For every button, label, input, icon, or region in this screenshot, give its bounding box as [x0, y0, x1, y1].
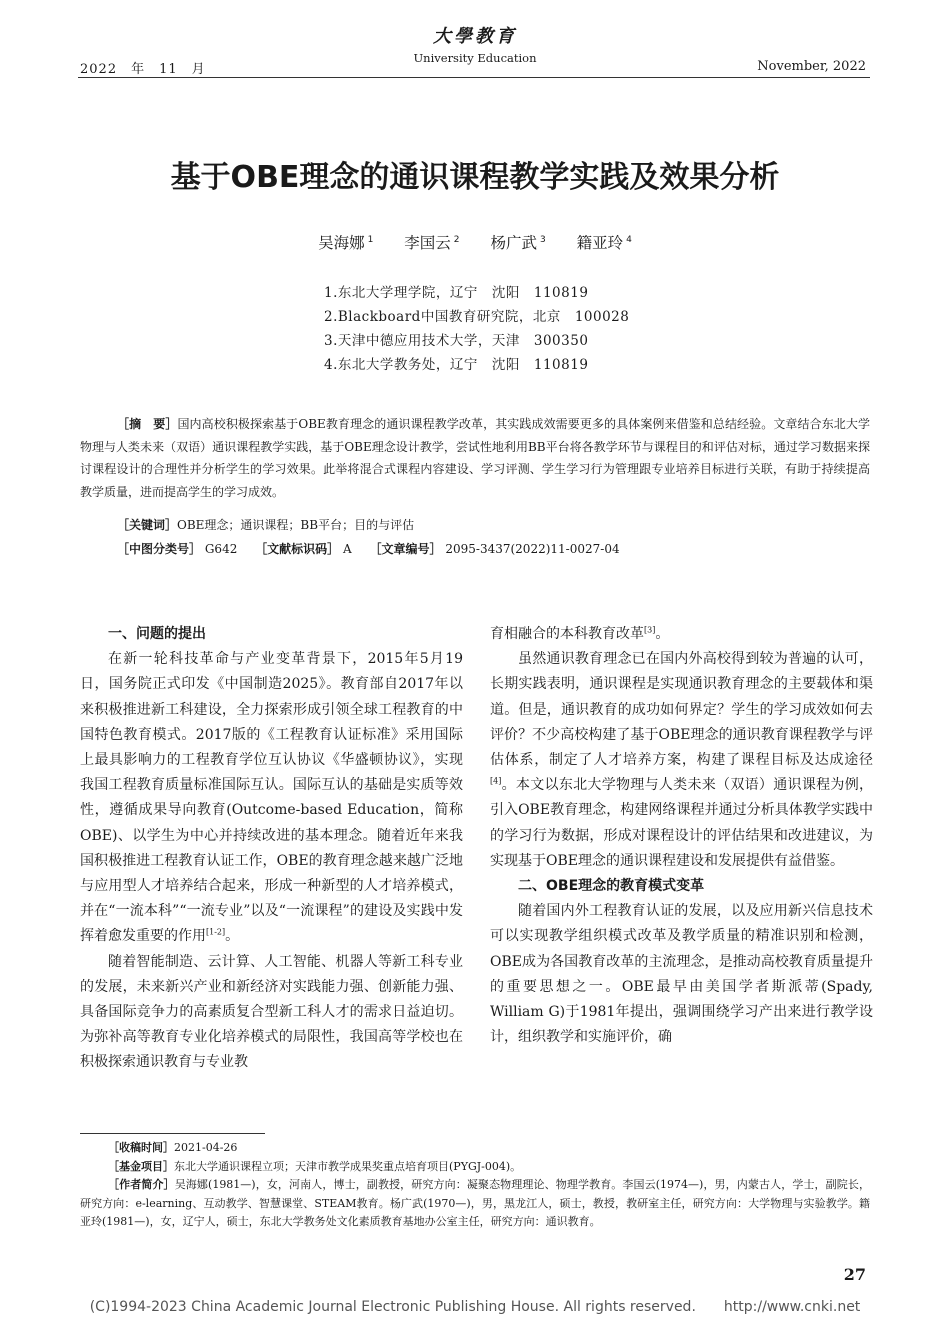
paper-title: 基于OBE理念的通识课程教学实践及效果分析 — [170, 160, 780, 195]
journal-logo-cn: 大學教育 — [433, 26, 517, 47]
footnote-fund: ［基金项目］东北大学通识课程立项；天津市教学成果奖重点培育项目(PYGJ-004)。 — [108, 1159, 522, 1173]
author-name: 杨广武 $^3$ — [490, 234, 546, 253]
footnote-divider — [80, 1133, 265, 1134]
author-list — [0, 228, 950, 255]
article-number-value: 2095-3437(2022)11-0027-04 — [445, 542, 620, 556]
affiliation: 2.Blackboard中国教育研究院，北京 100028 — [324, 309, 630, 325]
affiliation: 4.东北大学教务处，辽宁 沈阳 110819 — [324, 357, 589, 373]
keywords — [117, 514, 414, 536]
author-name: 籍亚玲 $^4$ — [576, 234, 632, 253]
citation-ref: [3] — [644, 625, 656, 635]
abstract — [80, 413, 870, 503]
paragraph: 随着智能制造、云计算、人工智能、机器人等新工科专业的发展，未来新兴产业和新经济对实践能力强、创新能力强、具备国际竞争力的高素质复合型新工科人才的需求日益迫切。为弥补高等教育专业化培养模式的局限性，我国高等学校也在积极探索通识教育与专业教 — [80, 953, 463, 1071]
paragraph: 在新一轮科技革命与产业变革背景下，2015年5月19日，国务院正式印发《中国制造2025》。教育部自2017年以来积极推进新工科建设，全力探索形成引领全球工程教育的中国特色教育模式。2017版的《工程教育认证标准》采用国际上最具影响力的工程教育学位互认协议《华盛顿协议》，实现我国工程教育质量标准国际互认。国际互认的基础是实质等效性，遵循成果导向教育(Outcome-based Education，简称OBE)、以学生为中心并持续改进的基本理念。随着近年来我国积极推进工程教育认证工作，OBE的教育理念越来越广泛地与应用型人才培养结合起来，形成一种新型的人才培养模式，并在“一流本科”“一流专业”以及“一流课程”的建设及实践中发挥着愈发重要的作用[1-2]。 — [80, 651, 463, 945]
body-column-right — [490, 622, 873, 1050]
classification-line — [117, 538, 620, 560]
article-number-label: ［文章编号］ — [369, 542, 442, 556]
keywords-text: OBE理念；通识课程；BB平台；目的与评估 — [177, 518, 415, 532]
journal-name-en: University Education — [413, 51, 537, 65]
keywords-label: ［关键词］ — [117, 518, 178, 532]
header-date-cn: 2022 年 11 月 — [80, 62, 206, 77]
header-date-en: November, 2022 — [757, 59, 866, 74]
body-column-left — [80, 622, 463, 1076]
doc-code-value: A — [343, 542, 352, 556]
author-name: 吴海娜 $^1$ — [318, 234, 374, 253]
section-heading: 一、问题的提出 — [108, 626, 206, 642]
paragraph-continued: 育相融合的本科教育改革[3]。 — [490, 625, 670, 642]
citation-ref: [4] — [490, 776, 502, 786]
header-divider — [78, 77, 870, 78]
clc-label: ［中图分类号］ — [117, 542, 202, 556]
author-name: 李国云 $^2$ — [404, 234, 460, 253]
paragraph: 虽然通识教育理念已在国内外高校得到较为普遍的认可，长期实践表明，通识课程是实现通识教育理念的主要载体和渠道。但是，通识教育的成功如何界定？学生的学习成效如何去评价？不少高校构建了基于OBE理念的通识教育课程教学与评估体系，制定了人才培养方案，构建了课程目标及达成途径[4]。本文以东北大学物理与人类未来（双语）通识课程为例，引入OBE教育理念，构建网络课程并通过分析具体教学实践中的学习行为数据，形成对课程设计的评估结果和改进建议，为实现基于OBE理念的通识课程建设和发展提供有益借鉴。 — [490, 651, 873, 869]
citation-ref: [1-2] — [206, 927, 226, 937]
section-heading: 二、OBE理念的教育模式变革 — [518, 878, 705, 895]
copyright-watermark: (C)1994-2023 China Academic Journal Electronic Publishing House. All rights reserved. http://www.cnki.net — [89, 1299, 861, 1315]
affiliation: 1.东北大学理学院，辽宁 沈阳 110819 — [324, 285, 589, 301]
footnote-received: ［收稿时间］2021-04-26 — [108, 1141, 238, 1154]
paragraph: 随着国内外工程教育认证的发展，以及应用新兴信息技术可以实现教学组织模式改革及教学质量的精准识别和检测，OBE成为各国教育改革的主流理念，是推动高校教育质量提升的重要思想之一。OBE最早由美国学者斯派蒂(Spady, William G)于1981年提出，强调围绕学习产出来进行教学设计，组织教学和实施评价，确 — [490, 903, 873, 1046]
clc-value: G642 — [204, 542, 238, 556]
affiliation-list — [324, 281, 629, 377]
footnotes — [80, 1139, 870, 1232]
affiliation: 3.天津中德应用技术大学，天津 300350 — [324, 333, 589, 349]
page-number: 27 — [843, 1265, 866, 1284]
footnote-author-bio: ［作者简介］吴海娜(1981—)，女，河南人，博士，副教授，研究方向：凝聚态物理理论、物理学教育。李国云(1974—)，男，内蒙古人，学士，副院长，研究方向：e-learning、互动教学、智慧课堂、STEAM教育。杨广武(1970—)，男，黑龙江人，硕士，教授，教研室主任，研究方向：大学物理与实验教学。籍亚玲(1981—)，女，辽宁人，硕士，东北大学教务处文化素质教育基地办公室主任，研究方向：通识教育。 — [80, 1178, 871, 1228]
doc-code-label: ［文献标识码］ — [255, 542, 340, 556]
abstract-text: 国内高校积极探索基于OBE教育理念的通识课程教学改革，其实践成效需要更多的具体案例来借鉴和总结经验。文章结合东北大学物理与人类未来（双语）通识课程教学实践，基于OBE理念设计教学，尝试性地利用BB平台将各教学环节与课程目的和评估对标，通过学习数据来探讨课程设计的合理性并分析学生的学习效果。此举将混合式课程内容建设、学习评测、学生学习行为管理跟专业培养目标进行关联，有助于持续提高教学质量，进而提高学生的学习成效。 — [80, 417, 870, 499]
abstract-label: ［摘 要］ — [117, 417, 178, 431]
